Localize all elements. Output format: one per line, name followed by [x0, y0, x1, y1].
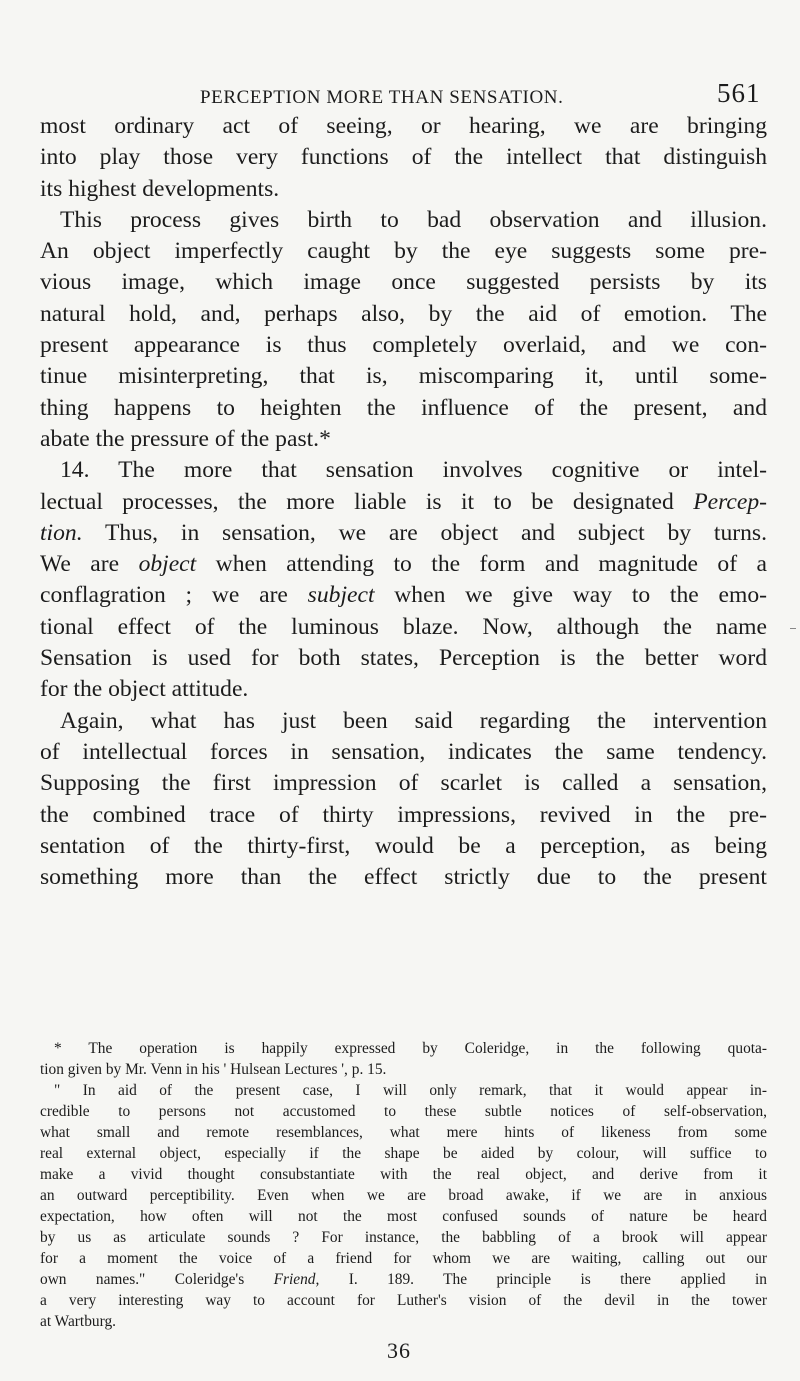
footnote-line: what small and remote resemblances, what mere hints of likeness from some [40, 1124, 767, 1141]
body-line: sentation of the thirty-first, would be a perception, as being [40, 832, 767, 859]
body-line: thing happens to heighten the influence of the present, and [40, 394, 767, 421]
footnote-line: " In aid of the present case, I will only remark, that it would appear in- [54, 1082, 767, 1099]
margin-tick [790, 628, 796, 629]
body-line: present appearance is thus completely overlaid, and we con- [40, 332, 767, 359]
body-line: We are object when attending to the form and magnitude of a [40, 551, 768, 578]
body-line: natural hold, and, perhaps also, by the aid of emotion. The [40, 300, 767, 327]
body-line: Supposing the first impression of scarlet is called a sensation, [40, 770, 767, 797]
footnote-block [40, 1038, 767, 1332]
body-line: the combined trace of thirty impressions, revived in the pre- [40, 801, 767, 828]
body-line: most ordinary act of seeing, or hearing, we are bringing [40, 113, 767, 139]
signature-mark: 36 [387, 1338, 411, 1363]
footnote-line: for a moment the voice of a friend for whom we are waiting, calling out our [40, 1250, 767, 1267]
body-line: Again, what has just been said regarding the intervention [60, 707, 767, 734]
body-line: abate the pressure of the past.* [40, 425, 331, 452]
body-line: something more than the effect strictly due to the present [40, 864, 767, 891]
footnote-line: at Wartburg. [40, 1313, 116, 1330]
body-line: of intellectual forces in sensation, indicates the same tendency. [40, 738, 767, 765]
running-head [0, 70, 800, 110]
body-line: its highest developments. [40, 175, 280, 202]
footnote-line: a very interesting way to account for Luther's vision of the devil in the tower [40, 1292, 767, 1309]
body-line: This process gives birth to bad observation and illusion. [60, 206, 767, 233]
body-line: An object imperfectly caught by the eye suggests some pre- [40, 238, 767, 265]
page-number: 561 [717, 78, 761, 108]
body-line: Sensation is used for both states, Perception is the better word [40, 645, 767, 672]
running-head-title: PERCEPTION MORE THAN SENSATION. [200, 87, 564, 108]
body-line: 14. The more that sensation involves cognitive or intel- [60, 457, 767, 484]
body-line: conflagration ; we are subject when we give way to the emo- [40, 582, 767, 609]
body-line: tinue misinterpreting, that is, miscomparing it, until some- [40, 363, 767, 390]
footnote-line: by us as articulate sounds ? For instance, the babbling of a brook will appear [40, 1229, 767, 1246]
footnote-line: expectation, how often will not the most confused sounds of nature be heard [40, 1208, 767, 1225]
footnote-line: an outward perceptibility. Even when we are broad awake, if we are in anxious [40, 1187, 767, 1204]
body-line: lectual processes, the more liable is it to be designated Percep- [40, 488, 767, 515]
signature-mark-area [0, 1338, 800, 1368]
footnote-line: credible to persons not accustomed to these subtle notices of self-observation, [40, 1103, 767, 1120]
footnote-line: * The operation is happily expressed by Coleridge, in the following quota- [54, 1040, 767, 1057]
footnote-line: make a vivid thought consubstantiate with the real object, and derive from it [40, 1166, 767, 1183]
footnote-line: real external object, especially if the shape be aided by colour, will suffice to [40, 1145, 767, 1162]
body-line: tion. Thus, in sensation, we are object and subject by turns. [40, 519, 767, 546]
body-line: vious image, which image once suggested persists by its [40, 269, 767, 296]
body-line: into play those very functions of the intellect that distinguish [40, 144, 767, 171]
footnote-line: tion given by Mr. Venn in his ' Hulsean Lectures ', p. 15. [40, 1061, 387, 1078]
body-line: for the object attitude. [40, 676, 249, 703]
body-text [40, 111, 767, 893]
footnote-line: own names." Coleridge's Friend, I. 189. The principle is there applied in [40, 1271, 767, 1288]
body-line: tional effect of the luminous blaze. Now, although the name [40, 613, 767, 640]
